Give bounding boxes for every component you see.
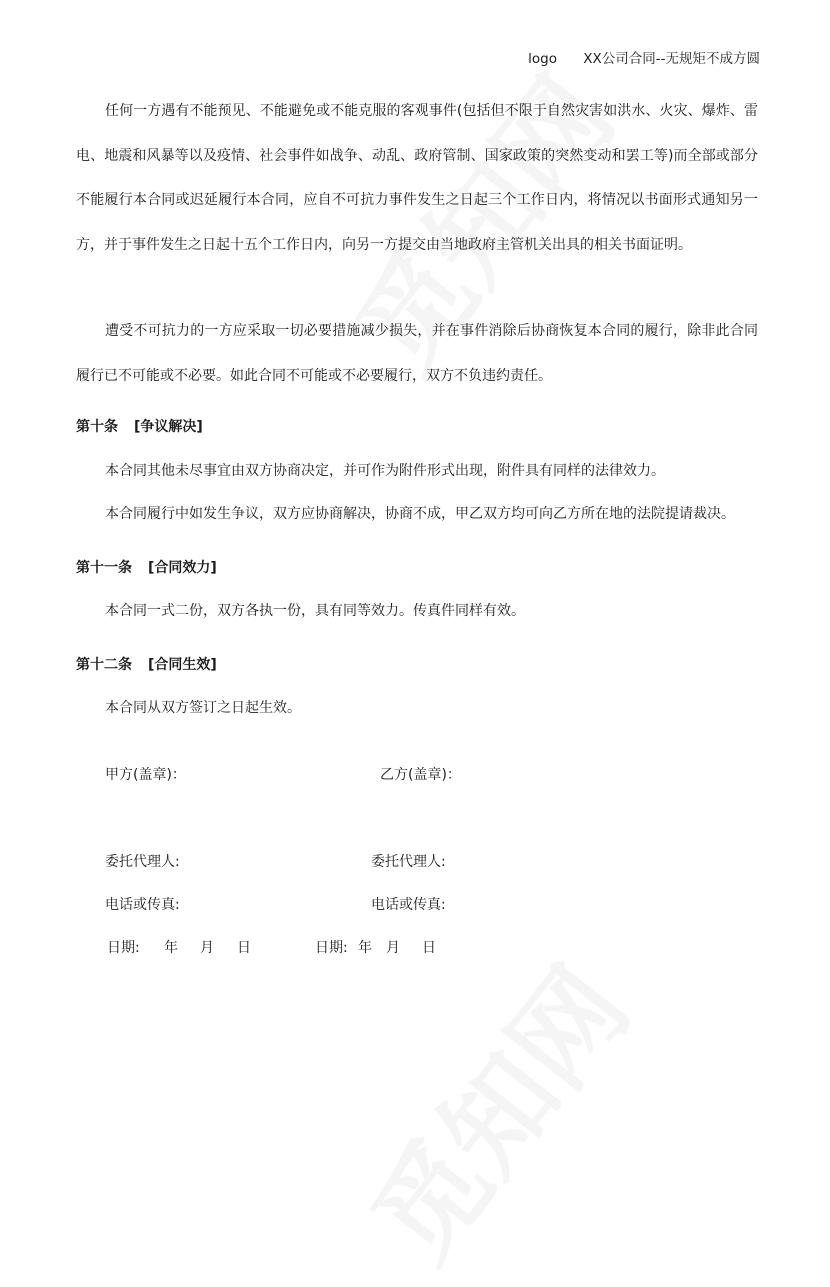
article-10-heading [76, 416, 203, 436]
party-a-phone-label: 电话或传真: [105, 897, 180, 913]
party-a-date [107, 937, 251, 957]
party-b-phone-label: 电话或传真: [371, 897, 446, 913]
article-10-title: [争议解决] [134, 419, 203, 435]
party-a-date-day: 日 [237, 940, 251, 956]
party-a-seal-label: 甲方(盖章)： [105, 767, 186, 783]
watermark-bottom [330, 930, 658, 1287]
article-10-line-1: 本合同其他未尽事宜由双方协商决定，并可作为附件形式出现，附件具有同样的法律效力。 [105, 463, 665, 479]
page-header [528, 47, 760, 67]
article-11-title: [合同效力] [148, 560, 217, 576]
article-11-heading [76, 557, 217, 577]
article-12-heading [76, 654, 217, 674]
force-majeure-paragraph-2: 遭受不可抗力的一方应采取一切必要措施减少损失，并在事件消除后协商恢复本合同的履行，除非此合同履行已不可能或不必要。如此合同不可能或不必要履行，双方不负违约责任。 [76, 323, 758, 384]
header-title: XX公司合同--无规矩不成方圆 [583, 51, 760, 67]
article-12-title: [合同生效] [148, 657, 217, 673]
party-b-date-month: 月 [386, 940, 400, 956]
article-12-number: 第十二条 [76, 657, 132, 673]
party-b-date [315, 937, 436, 957]
article-11-line-1: 本合同一式二份，双方各执一份，具有同等效力。传真件同样有效。 [105, 603, 525, 619]
party-b-date-label: 日期: [315, 940, 348, 956]
party-a-date-label: 日期: [107, 940, 140, 956]
force-majeure-paragraph-1: 任何一方遇有不能预见、不能避免或不能克服的客观事件(包括但不限于自然灾害如洪水、火灾、爆炸、雷电、地震和风暴等以及疫情、社会事件如战争、动乱、政府管制、国家政策的突然变动和罢工等)而全部或部分不能履行本合同或迟延履行本合同，应自不可抗力事件发生之日起三个工作日内，将情况以书面形式通知另一方，并于事件发生之日起十五个工作日内，向另一方提交由当地政府主管机关出具的相关书面证明。 [76, 103, 758, 253]
party-a-date-month: 月 [200, 940, 214, 956]
article-10-line-2: 本合同履行中如发生争议，双方应协商解决，协商不成，甲乙双方均可向乙方所在地的法院提请裁决。 [105, 506, 735, 522]
article-11-number: 第十一条 [76, 560, 132, 576]
article-10-number: 第十条 [76, 419, 118, 435]
party-b-seal-label: 乙方(盖章)： [380, 767, 461, 783]
party-b-agent-label: 委托代理人: [371, 854, 446, 870]
article-12-line-1: 本合同从双方签订之日起生效。 [105, 700, 301, 716]
party-a-date-year: 年 [164, 940, 178, 956]
party-a-agent-label: 委托代理人: [105, 854, 180, 870]
header-logo: logo [528, 51, 557, 67]
party-b-date-year: 年 [358, 940, 372, 956]
party-b-date-day: 日 [422, 940, 436, 956]
